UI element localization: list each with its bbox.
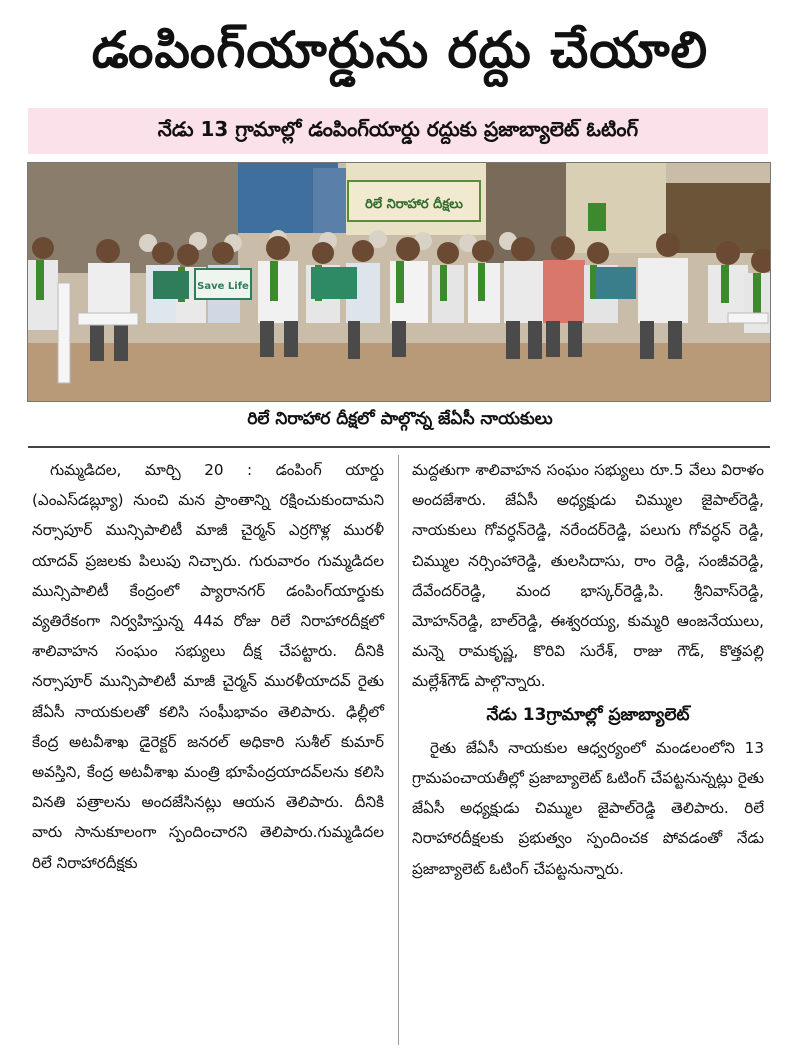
placard-text: Save Life	[197, 281, 249, 292]
headline: డంపింగ్‌యార్డును రద్దు చేయాలి	[91, 21, 709, 79]
column-divider	[398, 455, 399, 1045]
subheadline: నేడు 13 గ్రామాల్లో డంపింగ్‌యార్డు రద్దుకు ప్రజాబ్యాలెట్ ఓటింగ్	[28, 108, 768, 154]
article-paragraph: గుమ్మడిదల, మార్చి 20 : డంపింగ్ యార్డు (ఎంఎస్‌డబ్ల్యూ) నుంచి మన ప్రాంతాన్ని రక్షించుకుందామని నర్సాపూర్ మున్సిపాలిటీ మాజీ చైర్మన్ ఎర్రగొళ్ల మురళీ యాదవ్ ప్రజలకు పిలుపు నిచ్చారు. గురువారం గుమ్మడిదల మున్సిపాలిటీ కేంద్రంలో ప్యారానగర్ డంపింగ్‌యార్డుకు వ్యతిరేకంగా నిర్వహిస్తున్న 44వ రోజు రిలే నిరాహారదీక్షలో శాలివాహన సంఘం సభ్యులు దీక్ష చేపట్టారు. దీనికి నర్సాపూర్ మున్సిపాలిటీ మాజీ చైర్మన్ మురళీయాదవ్ రైతు జేఏసీ నాయకులతో కలిసి సంఘీభావం తెలిపారు. ఢిల్లీలో కేంద్ర అటవీశాఖ డైరెక్టర్ జనరల్ అధికారి సుశీల్ కుమార్ అవస్తిని, కేంద్ర అటవీశాఖ మంత్రి భూపేంద్రయాదవ్‌లను కలిసి వినతి పత్రాలను అందజేసినట్లు ఆయన తెలిపారు. దీనికి వారు సానుకూలంగా స్పందించారని తెలిపారు.గుమ్మడిదల రిలే నిరాహారదీక్షకు	[32, 461, 384, 872]
divider	[28, 446, 770, 448]
banner-text: రిలే నిరాహార దీక్షలు	[365, 197, 463, 212]
news-photo	[27, 162, 771, 402]
article-paragraph: రైతు జేఏసీ నాయకుల ఆధ్వర్యంలో మండలంలోని 13 గ్రామపంచాయతీల్లో ప్రజాబ్యాలెట్ ఓటింగ్ చేపట్టనున్నట్లు రైతు జేఏసీ అధ్యక్షుడు చిమ్ముల జైపాల్‌రెడ్డి తెలిపారు. రిలే నిరాహారదీక్షలకు ప్రభుత్వం స్పందించక పోవడంతో నేడు ప్రజాబ్యాలెట్ ఓటింగ్ చేపట్టనున్నారు.	[412, 738, 764, 878]
article-right-column	[412, 455, 764, 884]
article-subheading: నేడు 13గ్రామాల్లో ప్రజాబ్యాలెట్	[486, 704, 690, 725]
photo-caption: రిలే నిరాహార దీక్షలో పాల్గొన్న జేఏసీ నాయకులు	[247, 409, 553, 429]
article-left-column	[32, 455, 384, 878]
article-paragraph: మద్దతుగా శాలివాహన సంఘం సభ్యులు రూ.5 వేలు విరాళం అందజేశారు. జేఏసీ అధ్యక్షుడు చిమ్ముల జైపాల్‌రెడ్డి, నాయకులు గోవర్ధన్‌రెడ్డి, నరేందర్‌రెడ్డి, పలుగు గోవర్ధన్ రెడ్డి, చిమ్ముల నర్సింహారెడ్డి, తులసిదాసు, రాం రెడ్డి, సంజీవరెడ్డి, దేవేందర్‌రెడ్డి, మంద భాస్కర్‌రెడ్డి,పి. శ్రీనివాస్‌రెడ్డి, మోహన్‌రెడ్డి, బాల్‌రెడ్డి, ఈశ్వరయ్య, కుమ్మరి ఆంజనేయులు, మన్నె రామకృష్ణ, కొరివి సురేశ్, రాజు గౌడ్, కొత్తపల్లి మల్లేశ్‌గౌడ్ పాల్గొన్నారు.	[412, 461, 764, 691]
